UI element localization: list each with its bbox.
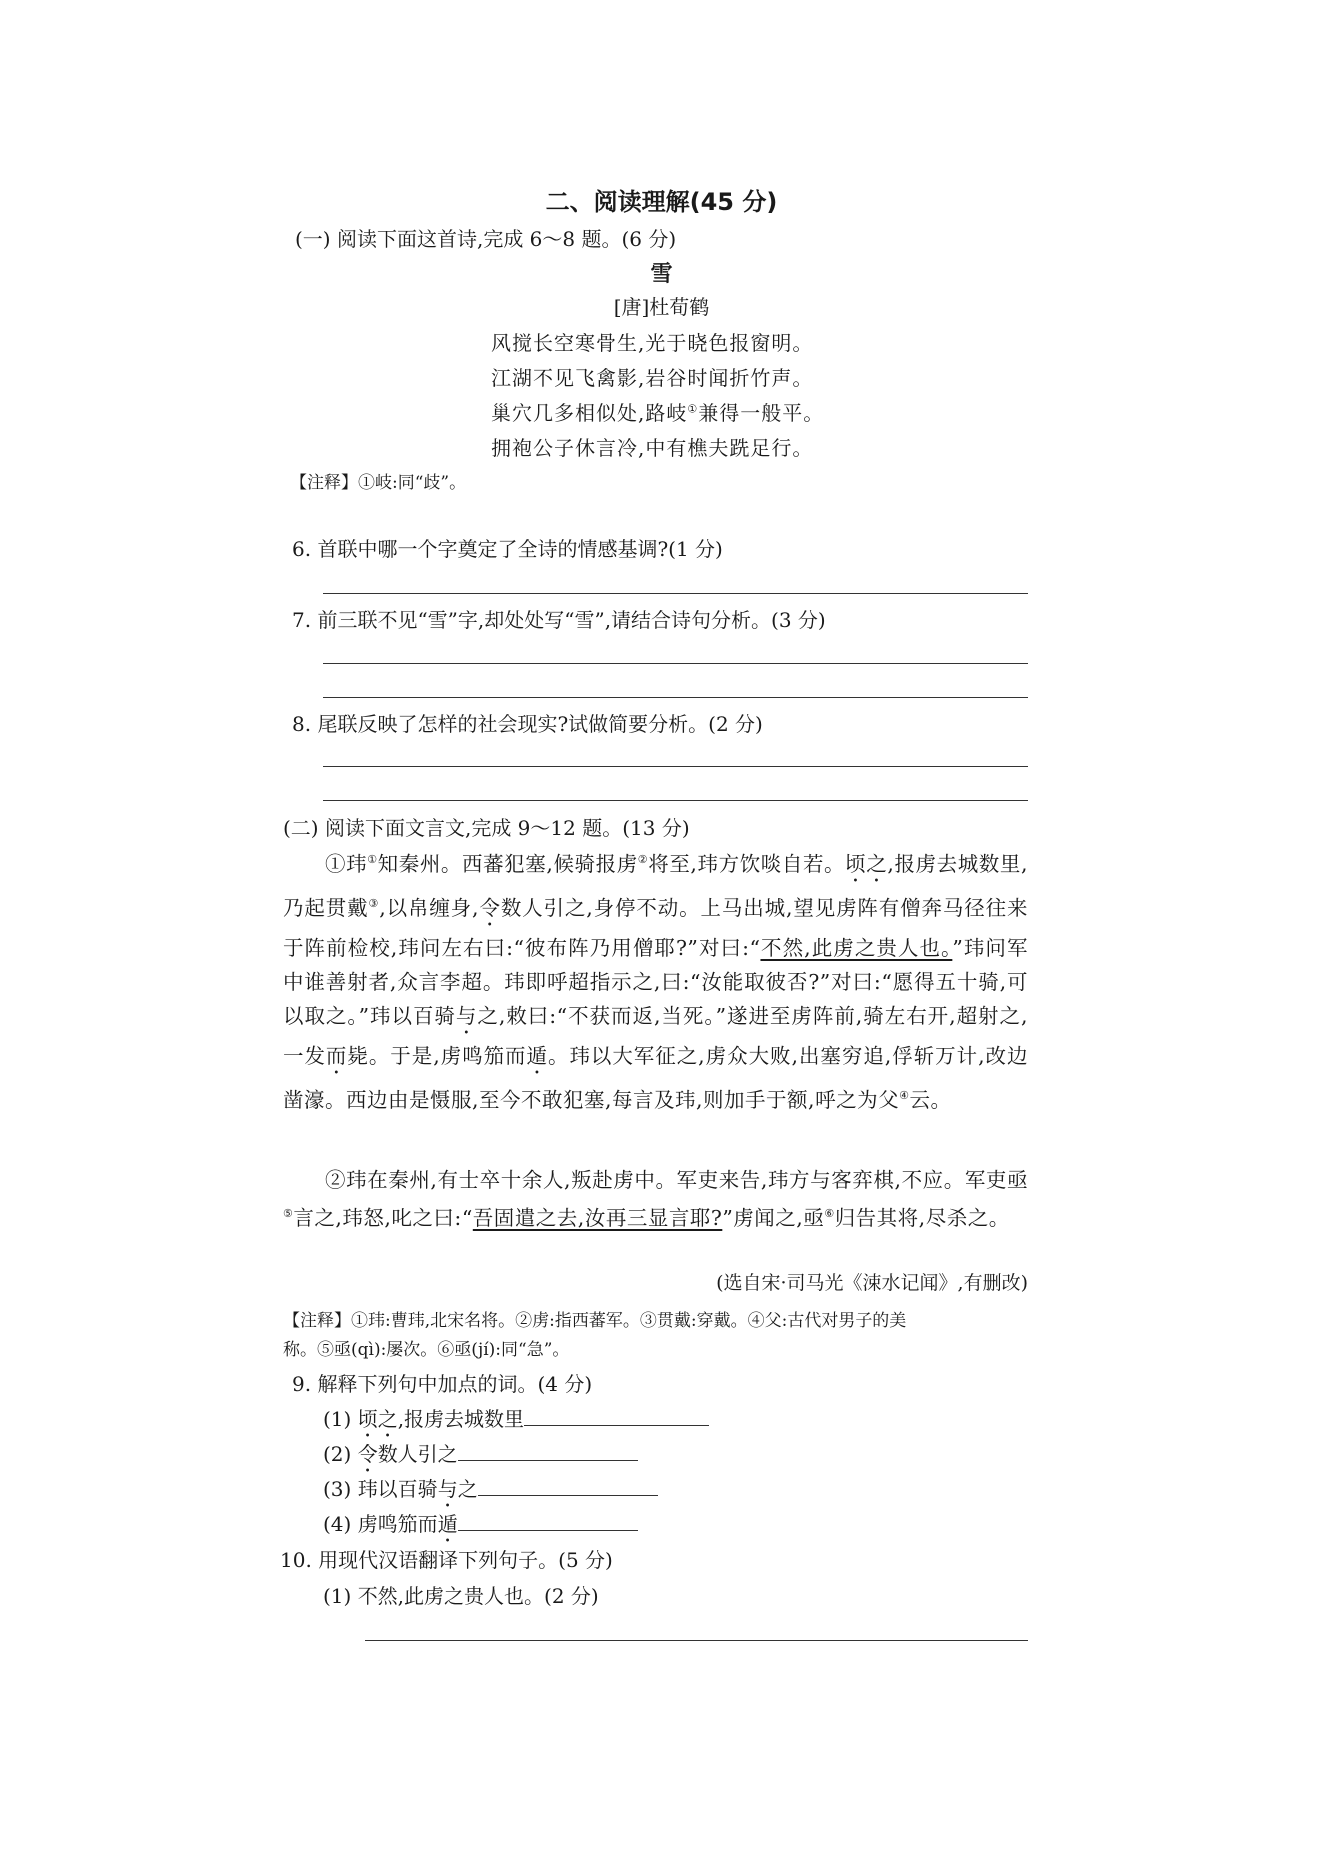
question-9: 9. 解释下列句中加点的词。(4 分) (292, 1372, 593, 1396)
blank-9-3[interactable] (478, 1475, 658, 1496)
passage-paragraph-2: ②玮在秦州,有士卒十余人,叛赴虏中。军吏来告,玮方与客弈棋,不应。军吏亟⑤言之,玮怒,叱之曰:“吾固遣之去,汝再三显言耶?”虏闻之,亟⑥归告其将,尽杀之。 (283, 1168, 1028, 1230)
answer-line-7a[interactable] (323, 663, 1028, 664)
passage-source: (选自宋·司马光《涑水记闻》,有删改) (716, 1272, 1028, 1294)
answer-line-6[interactable] (323, 593, 1028, 594)
poem-title: 雪 (650, 262, 673, 287)
poem-line-3 (491, 397, 824, 426)
passage-paragraph-1: ①玮①知秦州。西蕃犯塞,候骑报虏②将至,玮方饮啖自若。顷之,报虏去城数里,乃起贯戴③,以帛缠身,令数人引之,身停不动。上马出城,望见虏阵有僧奔马径往来于阵前检校,玮问左右曰:“彼布阵乃用僧耶?”对曰:“不然,此虏之贵人也。”玮问军中谁善射者,众言李超。玮即呼超指示之,曰:“汝能取彼否?”对曰:“愿得五十骑,可以取之。”玮以百骑与之,敕曰:“不获而返,当死。”遂进至虏阵前,骑左右开,超射之,一发而毙。于是,虏鸣笳而遁。玮以大军征之,虏众大败,出塞穷追,俘斩万计,改边凿濠。西边由是慑服,至今不敢犯塞,每言及玮,则加手于额,呼之为父④云。 (283, 851, 1029, 1112)
question-10-item-1: (1) 不然,此虏之贵人也。(2 分) (323, 1584, 599, 1608)
part1-intro: (一) 阅读下面这首诗,完成 6～8 题。(6 分) (295, 227, 677, 251)
answer-line-10-1[interactable] (365, 1640, 1028, 1641)
poem-line-2: 江湖不见飞禽影,岩谷时闻折竹声。 (491, 366, 814, 390)
footnote-marker: ① (687, 402, 699, 416)
blank-9-1[interactable] (524, 1405, 709, 1426)
passage-note-line-2: 称。⑤亟(qì):屡次。⑥亟(jí):同“急”。 (283, 1340, 570, 1360)
passage-note-line-1: 【注释】①玮:曹玮,北宋名将。②虏:指西蕃军。③贯戴:穿戴。④父:古代对男子的美 (283, 1311, 907, 1331)
question-9-item-2: (2) 令数人引之 (323, 1438, 638, 1477)
poem-note: 【注释】①岐:同“歧”。 (290, 473, 467, 493)
answer-line-8a[interactable] (323, 766, 1028, 767)
poem-author: [唐]杜荀鹤 (613, 295, 710, 319)
answer-line-7b[interactable] (323, 697, 1028, 698)
question-9-item-4: (4) 虏鸣笳而遁 (323, 1508, 638, 1547)
blank-9-4[interactable] (458, 1510, 638, 1531)
poem-line-3b: 兼得一般平。 (698, 401, 825, 425)
question-10: 10. 用现代汉语翻译下列句子。(5 分) (280, 1548, 613, 1572)
poem-line-1: 风搅长空寒骨生,光于晓色报窗明。 (491, 331, 814, 355)
part2-intro: (二) 阅读下面文言文,完成 9～12 题。(13 分) (283, 816, 690, 840)
answer-line-8b[interactable] (323, 800, 1028, 801)
poem-line-4: 拥袍公子休言冷,中有樵夫跣足行。 (491, 436, 814, 460)
blank-9-2[interactable] (458, 1440, 638, 1461)
question-9-item-1: (1) 顷之,报虏去城数里 (323, 1403, 709, 1442)
section-title: 二、阅读理解(45 分) (545, 188, 778, 216)
question-9-item-3: (3) 玮以百骑与之 (323, 1473, 658, 1512)
poem-line-3a: 巢穴几多相似处,路岐 (491, 401, 688, 425)
question-6: 6. 首联中哪一个字奠定了全诗的情感基调?(1 分) (292, 537, 723, 561)
question-7: 7. 前三联不见“雪”字,却处处写“雪”,请结合诗句分析。(3 分) (292, 608, 826, 632)
question-8: 8. 尾联反映了怎样的社会现实?试做简要分析。(2 分) (292, 712, 763, 736)
